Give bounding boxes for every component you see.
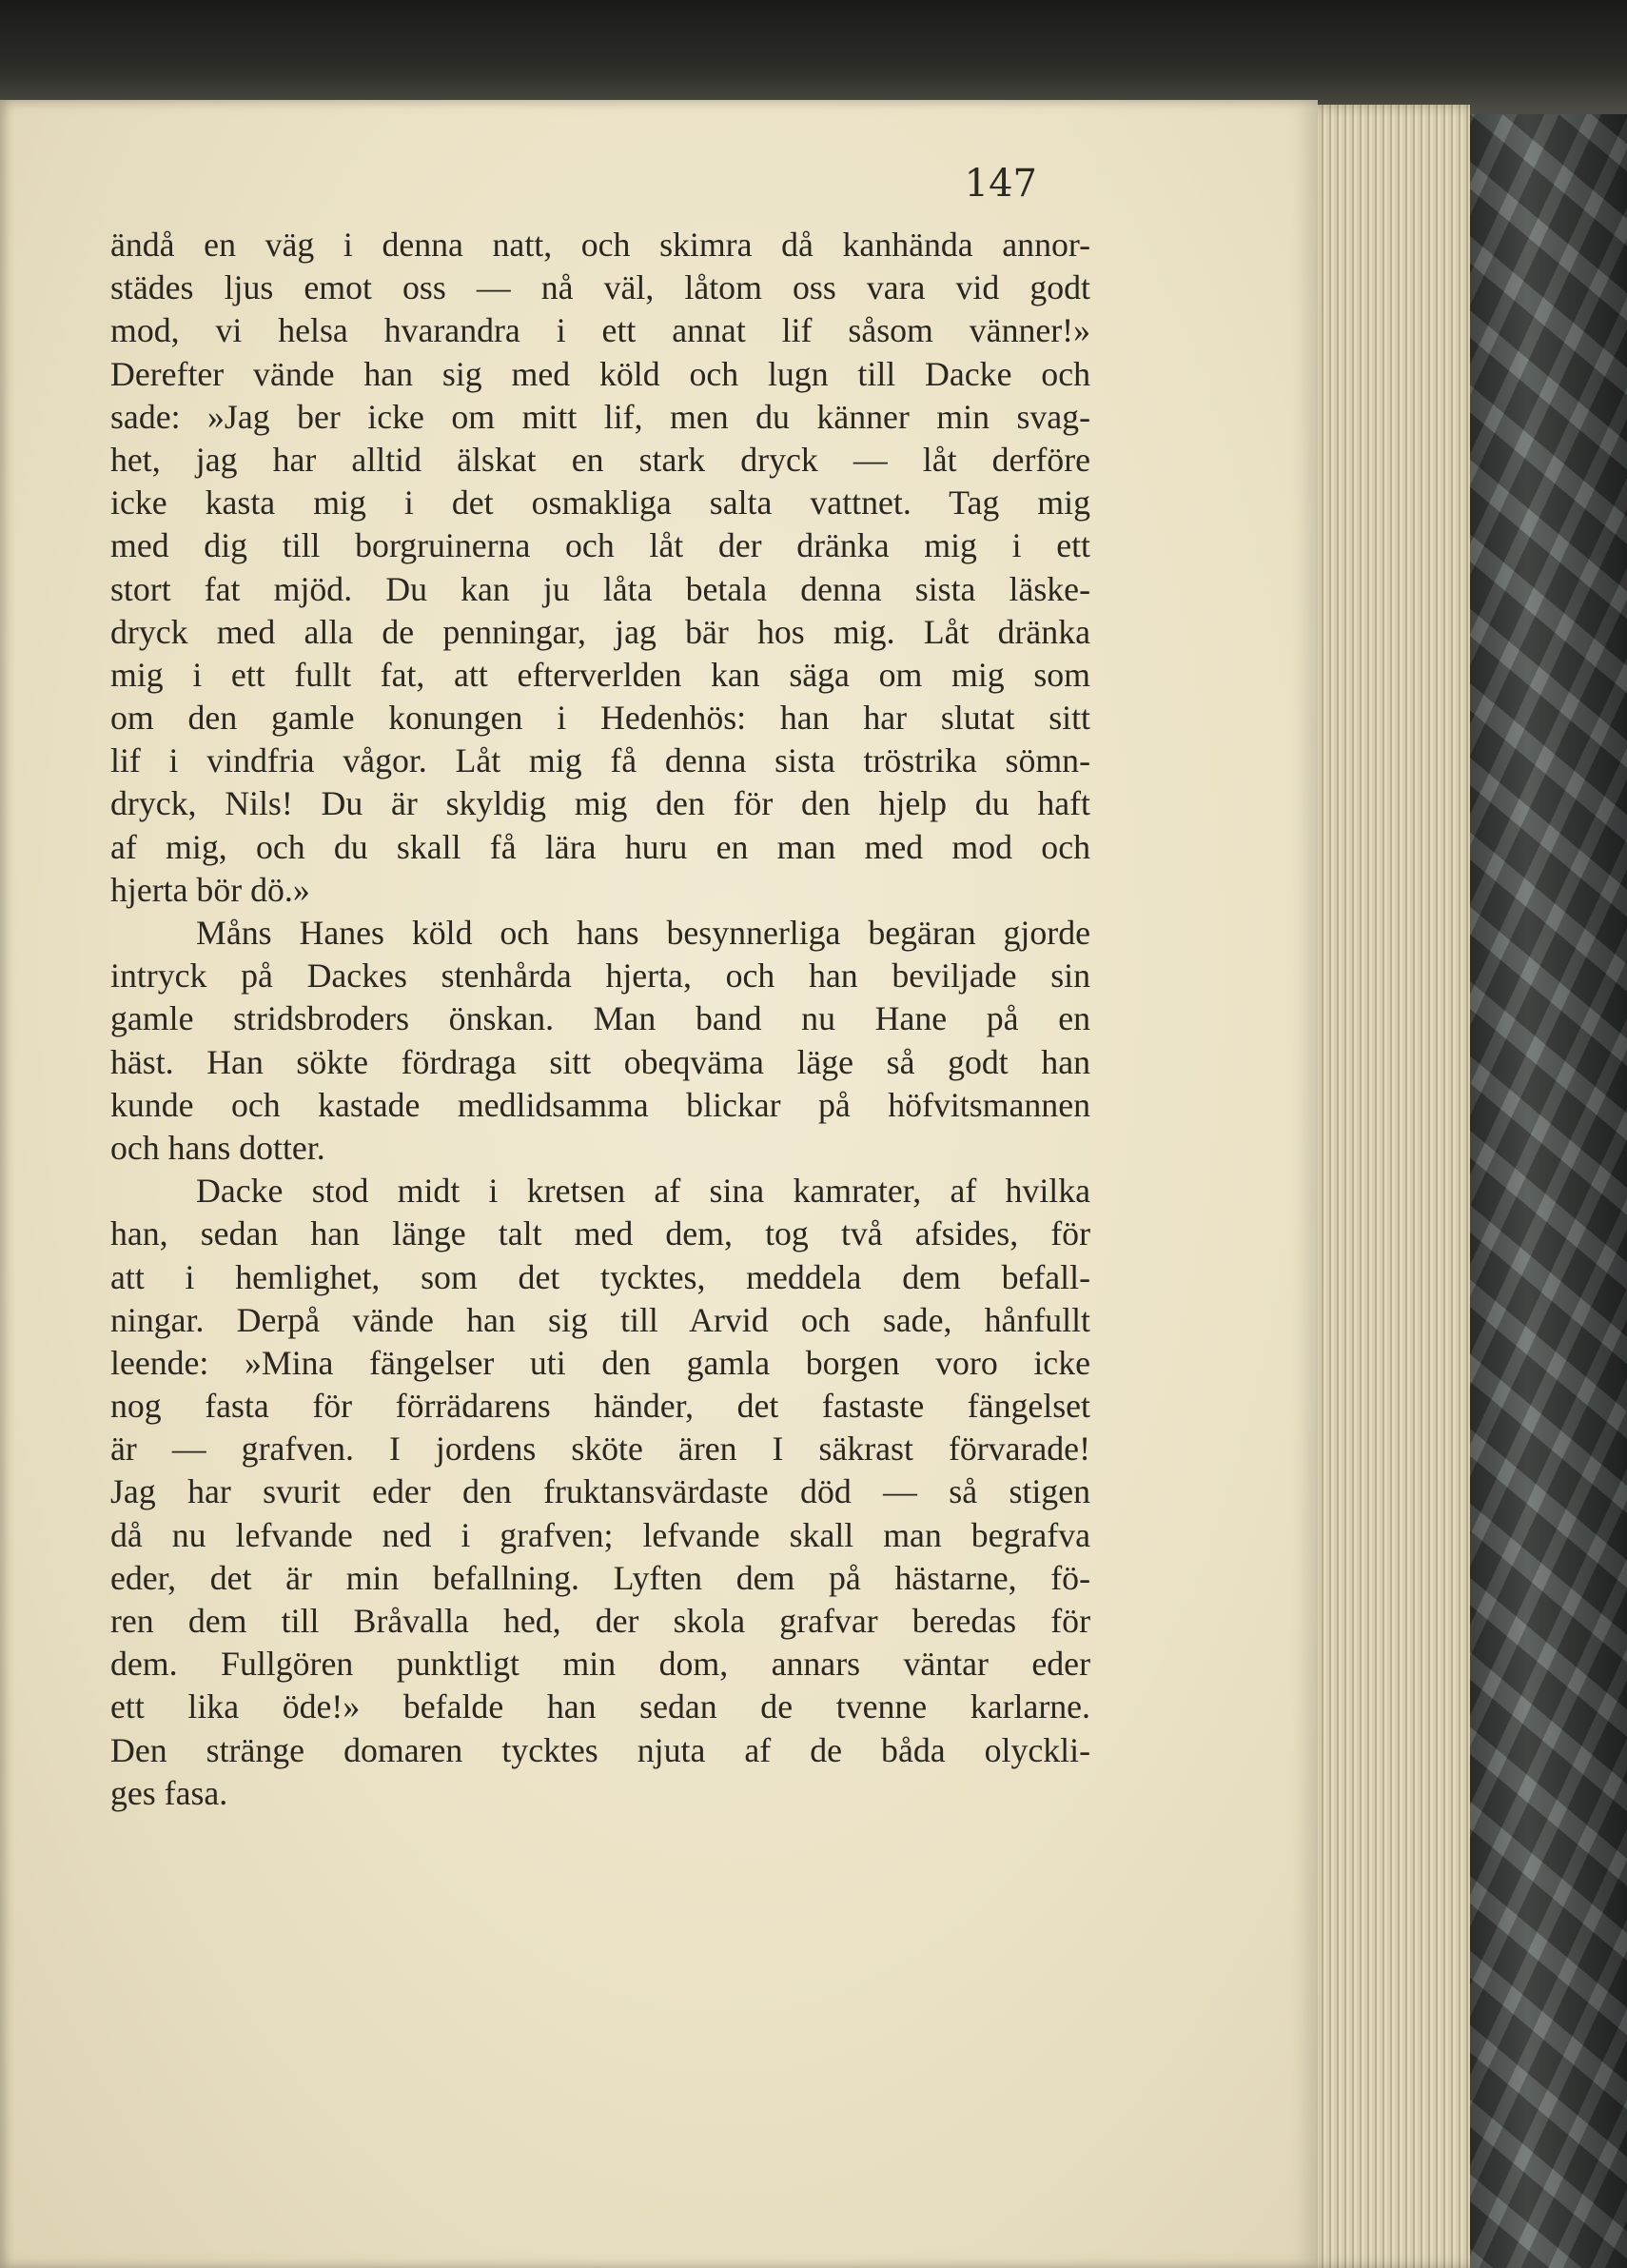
page-edges xyxy=(1304,105,1470,2268)
text-line: nog fasta för förrädarens händer, det fastaste fängelset xyxy=(110,1387,1090,1426)
text-line: eder, det är min befallning. Lyften dem på hästarne, fö- xyxy=(110,1558,1090,1597)
text-line: sade: »Jag ber icke om mitt lif, men du känner min svag- xyxy=(110,397,1090,436)
text-line: Derefter vände han sig med köld och lugn till Dacke och xyxy=(110,354,1090,393)
text-line: mig i ett fullt fat, att efterverlden kan säga om mig som xyxy=(110,655,1090,694)
text-line: icke kasta mig i det osmakliga salta vattnet. Tag mig xyxy=(110,483,1090,523)
text-line: dryck med alla de penningar, jag bär hos mig. Låt dränka xyxy=(110,612,1090,651)
text-line: hjerta bör dö.» xyxy=(110,870,310,909)
text-line: med dig till borgruinerna och låt der dränka mig i ett xyxy=(110,526,1090,565)
text-line: han, sedan han länge talt med dem, tog två afsides, för xyxy=(110,1214,1090,1253)
page-number: 147 xyxy=(964,162,1037,206)
text-line: ges fasa. xyxy=(110,1773,228,1812)
text-line: ett lika öde!» befalde han sedan de tvenne karlarne. xyxy=(110,1687,1090,1726)
text-line: att i hemlighet, som det tycktes, meddela dem befall- xyxy=(110,1257,1090,1296)
text-line: och hans dotter. xyxy=(110,1128,325,1167)
text-line: gamle stridsbroders önskan. Man band nu Hane på en xyxy=(110,999,1090,1038)
body-text xyxy=(110,224,1090,1815)
text-line: kunde och kastade medlidsamma blickar på höfvitsmannen xyxy=(110,1085,1090,1124)
paragraph-first-line: Dacke stod midt i kretsen af sina kamrater, af hvilka xyxy=(196,1172,1090,1211)
text-line: Den stränge domaren tycktes njuta af de båda olyckli- xyxy=(110,1730,1090,1769)
text-line: ändå en väg i denna natt, och skimra då kanhända annor- xyxy=(110,226,1090,264)
text-line: städes ljus emot oss — nå väl, låtom oss vara vid godt xyxy=(110,268,1090,307)
text-line: Jag har svurit eder den fruktansvärdaste död — så stigen xyxy=(110,1472,1090,1511)
marbled-cover-board xyxy=(1460,114,1627,2268)
text-line: het, jag har alltid älskat en stark dryck — låt derföre xyxy=(110,440,1090,479)
text-line: mod, vi helsa hvarandra i ett annat lif såsom vänner!» xyxy=(110,311,1090,350)
text-line: är — grafven. I jordens sköte ären I säkrast förvarade! xyxy=(110,1430,1090,1469)
text-line: ningar. Derpå vände han sig till Arvid och sade, hånfullt xyxy=(110,1300,1090,1339)
text-line: dryck, Nils! Du är skyldig mig den för den hjelp du haft xyxy=(110,784,1090,823)
text-line: leende: »Mina fängelser uti den gamla borgen voro icke xyxy=(110,1343,1090,1382)
text-line: dem. Fullgören punktligt min dom, annars väntar eder xyxy=(110,1645,1090,1684)
text-line: af mig, och du skall få lära huru en man med mod och xyxy=(110,827,1090,866)
text-line: ren dem till Bråvalla hed, der skola grafvar beredas för xyxy=(110,1602,1090,1640)
text-line: intryck på Dackes stenhårda hjerta, och han beviljade sin xyxy=(110,957,1090,996)
text-line: om den gamle konungen i Hedenhös: han har slutat sitt xyxy=(110,699,1090,738)
text-line: stort fat mjöd. Du kan ju låta betala denna sista läske- xyxy=(110,569,1090,608)
paragraph-first-line: Måns Hanes köld och hans besynnerliga begäran gjorde xyxy=(196,914,1090,952)
text-line: lif i vindfria vågor. Låt mig få denna sista tröstrika sömn- xyxy=(110,741,1090,780)
text-line: häst. Han sökte fördraga sitt obeqväma läge så godt han xyxy=(110,1042,1090,1081)
text-line: då nu lefvande ned i grafven; lefvande skall man begrafva xyxy=(110,1515,1090,1554)
